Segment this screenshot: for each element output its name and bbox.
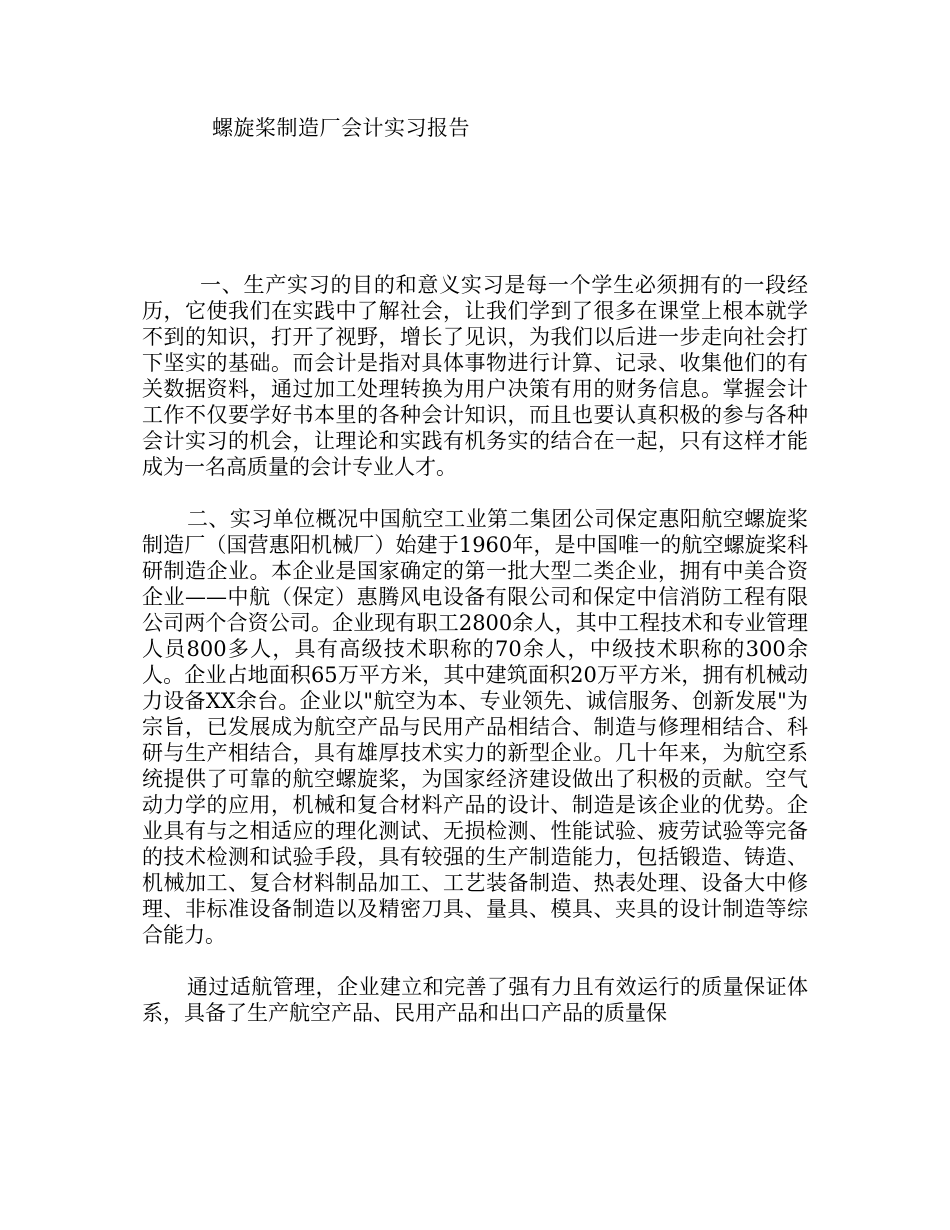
paragraph-company-overview: 二、实习单位概况中国航空工业第二集团公司保定惠阳航空螺旋桨制造厂（国营惠阳机械厂）始建于1960年，是中国唯一的航空螺旋桨科研制造企业。本企业是国家确定的第一批大型二类企业，拥有中美合资企业——中航（保定）惠腾风电设备有限公司和保定中信消防工程有限公司两个合资公司。企业现有职工2800余人，其中工程技术和专业管理人员800多人，具有高级技术职称的70余人，中级技术职称的300余人。企业占地面积65万平方米，其中建筑面积20万平方米，拥有机械动力设备XX余台。企业以"航空为本、专业领先、诚信服务、创新发展"为宗旨，已发展成为航空产品与民用产品相结合、制造与修理相结合、科研与生产相结合，具有雄厚技术实力的新型企业。几十年来，为航空系统提供了可靠的航空螺旋桨，为国家经济建设做出了积极的贡献。空气动力学的应用，机械和复合材料产品的设计、制造是该企业的优势。企业具有与之相适应的理化测试、无损检测、性能试验、疲劳试验等完备的技术检测和试验手段，具有较强的生产制造能力，包括锻造、铸造、机械加工、复合材料制品加工、工艺装备制造、热表处理、设备大中修理、非标准设备制造以及精密刀具、量具、模具、夹具的设计制造等综合能力。 [142,507,808,947]
paragraph-internship-purpose: 一、生产实习的目的和意义实习是每一个学生必须拥有的一段经历，它使我们在实践中了解社会，让我们学到了很多在课堂上根本就学不到的知识，打开了视野，增长了见识，为我们以后进一步走向社会打下坚实的基础。而会计是指对具体事物进行计算、记录、收集他们的有关数据资料，通过加工处理转换为用户决策有用的财务信息。掌握会计工作不仅要学好书本里的各种会计知识，而且也要认真积极的参与各种会计实习的机会，让理论和实践有机务实的结合在一起，只有这样才能成为一名高质量的会计专业人才。 [142,273,808,479]
document-title: 螺旋桨制造厂会计实习报告 [212,116,470,140]
paragraph-quality-management: 通过适航管理，企业建立和完善了强有力且有效运行的质量保证体系，具备了生产航空产品、民用产品和出口产品的质量保 [142,975,808,1025]
document-body [142,272,808,1052]
